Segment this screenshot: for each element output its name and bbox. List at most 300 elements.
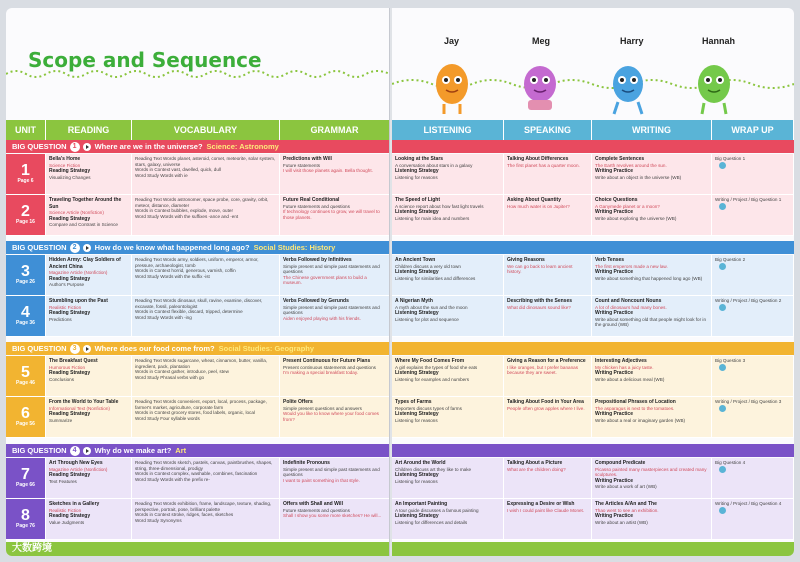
speaking-title: Talking About a Picture — [507, 460, 563, 466]
unit-page: Page 56 — [16, 421, 35, 428]
listening-description: A myth about the sun and the moon — [395, 304, 468, 310]
listening-description: Children discuss a very old town — [395, 263, 461, 269]
vocabulary-cell — [132, 195, 280, 235]
grammar-description: Simple present and simple past statements and questions — [283, 263, 380, 275]
writing-cell — [592, 458, 712, 498]
unit-row — [6, 195, 390, 236]
unit-row — [6, 499, 390, 540]
vocab-reading-text-words: Reading Text Words army, soldiers, uniform, emperor, armor, pressure, archaeologist, tomb — [135, 257, 259, 268]
grammar-cell — [280, 458, 390, 498]
reading-title: Art Through New Eyes — [49, 460, 103, 466]
reading-strategy: Conclusions — [49, 376, 75, 382]
big-question-label: BIG QUESTION — [12, 344, 67, 353]
reading-title: Sketches in a Gallery — [49, 501, 100, 507]
unit-number-cell — [6, 296, 46, 336]
listening-title: An Important Painting — [395, 501, 448, 507]
big-question-bar-right — [392, 342, 794, 355]
writing-practice-label: Writing Practice — [595, 513, 633, 520]
unit-page: Page 26 — [16, 279, 35, 286]
vocab-word-study: Word Study Phrasal verbs with go — [135, 374, 205, 380]
play-icon[interactable] — [719, 304, 726, 311]
wrap-up-cell — [712, 255, 794, 295]
wavy-divider — [6, 66, 390, 82]
listening-strategy: Listening for plot and sequence — [395, 316, 459, 322]
wrap-up-cell — [712, 195, 794, 235]
writing-cell — [592, 499, 712, 539]
big-question-label: BIG QUESTION — [12, 142, 67, 151]
grammar-description: Present continuous statements and questions — [283, 364, 376, 370]
writing-title: Verb Tenses — [595, 257, 625, 263]
header-vocabulary: VOCABULARY — [132, 120, 280, 140]
reading-strategy: Author's Purpose — [49, 282, 85, 288]
play-icon[interactable] — [719, 203, 726, 210]
wrap-up-cell — [712, 397, 794, 437]
writing-example: A Ganymede planet or a moon? — [595, 203, 660, 209]
vocab-words-in-context: Words in Context stroke, ridges, faces, sketches — [135, 512, 234, 518]
reading-strategy-label: Reading Strategy — [49, 370, 91, 377]
reading-strategy: Text Features — [49, 478, 77, 484]
grammar-cell — [280, 499, 390, 539]
reading-strategy-label: Reading Strategy — [49, 168, 91, 175]
grammar-example: I'm making a special breakfast today. — [283, 370, 359, 376]
listening-strategy: Listening for reasons — [395, 417, 438, 423]
unit-row — [6, 296, 390, 337]
unit-row — [6, 356, 390, 397]
vocabulary-cell — [132, 499, 280, 539]
character-name-meg: Meg — [532, 36, 550, 46]
big-question-label: BIG QUESTION — [12, 446, 67, 455]
listening-cell — [392, 499, 504, 539]
speaking-example: People often grow apples where I live. — [507, 405, 585, 411]
unit-number: 4 — [21, 304, 30, 322]
speaking-example: The first planet has a quarter moon. — [507, 162, 580, 168]
grammar-title: Verbs Followed by Infinitives — [283, 257, 352, 263]
reading-cell — [46, 499, 132, 539]
grammar-cell — [280, 296, 390, 336]
listening-cell — [392, 255, 504, 295]
grammar-title: Future Real Conditional — [283, 197, 340, 203]
speaking-title: Talking About Differences — [507, 156, 569, 162]
grammar-cell — [280, 397, 390, 437]
writing-title: Compound Predicate — [595, 460, 646, 466]
unit-number: 3 — [21, 263, 30, 281]
meg-character-icon — [524, 66, 556, 110]
reading-genre: Realistic Fiction — [49, 304, 82, 310]
unit-page: Page 6 — [17, 178, 34, 185]
writing-title: Choice Questions — [595, 197, 638, 203]
listening-strategy: Listening for main idea and numbers — [395, 215, 470, 221]
listening-title: Art Around the World — [395, 460, 446, 466]
reading-genre: Science Fiction — [49, 162, 81, 168]
left-header — [6, 120, 390, 140]
grammar-example: Would you like to know where your food comes from? — [283, 411, 379, 422]
play-icon[interactable] — [719, 507, 726, 514]
grammar-cell — [280, 255, 390, 295]
vocab-reading-text-words: Reading Text Words convenient, export, local, process, package, farmer's market, agriculture, corporate farm — [135, 399, 267, 410]
vocab-words-in-context: Words in Context horrid, generous, varnish, coffin — [135, 268, 236, 274]
listening-strategy: Listening for reasons — [395, 478, 438, 484]
writing-title: Interesting Adjectives — [595, 358, 647, 364]
writing-example: Thao went to see an exhibition. — [595, 507, 659, 513]
wrap-up-cell — [712, 296, 794, 336]
big-question-bar — [6, 444, 390, 457]
unit-number: 7 — [21, 466, 30, 484]
vocab-reading-text-words: Reading Text Words exhibition, frame, landscape, texture, shading, perspective, portrait, pose, brilliant palette — [135, 501, 272, 512]
unit-number-cell — [6, 154, 46, 194]
big-question-text: How do we know what happened long ago? — [94, 243, 250, 252]
big-question-text: Where does our food come from? — [94, 344, 215, 353]
vocab-words-in-context: Words in Context vast, dwelled, quick, dull — [135, 167, 221, 173]
grammar-description: Simple present and simple past statements and questions — [283, 304, 380, 316]
header-reading: READING — [46, 120, 132, 140]
listening-strategy-label: Listening Strategy — [395, 209, 439, 216]
vocab-word-study: Word Study Synonyms — [135, 517, 182, 523]
vocab-word-study: Word Study Words with the prefix re- — [135, 476, 210, 482]
reading-genre: Humorous Fiction — [49, 364, 85, 370]
listening-description: A science report about how fast light travels — [395, 203, 484, 209]
vocab-word-study: Word Study Words with the suffixes -ance and -ent — [135, 213, 239, 219]
listening-strategy-label: Listening Strategy — [395, 310, 439, 317]
vocab-word-study: Word Study Four syllable words — [135, 415, 200, 421]
writing-title: The Articles A/An and The — [595, 501, 657, 507]
vocab-words-in-context: Words in Context bubbles, explode, move, outer — [135, 208, 233, 214]
speaking-title: Talking About Food in Your Area — [507, 399, 584, 405]
writing-title: Complete Sentences — [595, 156, 645, 162]
big-question-subject: Social Studies: Geography — [218, 344, 315, 353]
reading-cell — [46, 195, 132, 235]
writing-title: Count and Noncount Nouns — [595, 298, 662, 304]
writing-cell — [592, 154, 712, 194]
vocab-word-study: Word Study Words with -ing — [135, 314, 192, 320]
writing-cell — [592, 195, 712, 235]
wrap-up-cell — [712, 499, 794, 539]
writing-cell — [592, 397, 712, 437]
reading-cell — [46, 458, 132, 498]
writing-example: The first emperors made a new law. — [595, 263, 668, 269]
right-header — [392, 120, 794, 140]
big-question-bar — [6, 140, 390, 153]
unit-number-cell — [6, 356, 46, 396]
reading-strategy: Compare and Contrast in Science — [49, 222, 118, 228]
writing-example: The Earth revolves around the sun. — [595, 162, 667, 168]
reading-title: From the World to Your Table — [49, 399, 119, 405]
reading-title: Bella's Home — [49, 156, 81, 162]
listening-strategy: Listening for examples and numbers — [395, 376, 470, 382]
grammar-description: Simple present questions and answers — [283, 405, 362, 411]
play-icon[interactable] — [83, 345, 91, 353]
unit-number: 5 — [21, 364, 30, 382]
grammar-title: Polite Offers — [283, 399, 313, 405]
grammar-title: Present Continuous for Future Plans — [283, 358, 371, 364]
unit-number-cell — [6, 499, 46, 539]
big-question-text: Why do we make art? — [94, 446, 172, 455]
listening-title: Where My Food Comes From — [395, 358, 465, 364]
unit-page: Page 76 — [16, 523, 35, 530]
wrap-up-cell — [712, 458, 794, 498]
reading-strategy-label: Reading Strategy — [49, 215, 91, 222]
unit-number: 1 — [21, 162, 30, 180]
speaking-cell — [504, 255, 592, 295]
big-question-subject: Science: Astronomy — [206, 142, 279, 151]
writing-practice: Write about an artist (WB) — [595, 519, 648, 525]
vocabulary-cell — [132, 397, 280, 437]
writing-example: Picasso painted many masterpieces and created many sculptures. — [595, 466, 707, 478]
speaking-example: What did dinosaurs sound like? — [507, 304, 571, 310]
listening-strategy-label: Listening Strategy — [395, 513, 439, 520]
left-page — [6, 8, 390, 556]
reading-genre: Informational Text (Nonfiction) — [49, 405, 110, 411]
header-grammar: GRAMMAR — [280, 120, 390, 140]
character-name-hannah: Hannah — [702, 36, 736, 46]
writing-cell — [592, 255, 712, 295]
big-question-text: Where are we in the universe? — [94, 142, 203, 151]
unit-row-right — [392, 255, 794, 296]
writing-practice: Write about a real or imaginary garden (WB) — [595, 417, 686, 423]
listening-title: Looking at the Stars — [395, 156, 444, 162]
listening-strategy: Listening for differences and details — [395, 519, 468, 525]
reading-genre: Magazine Article (Nonfiction) — [49, 270, 108, 276]
listening-strategy-label: Listening Strategy — [395, 269, 439, 276]
grammar-example: I will visit those planets again. Bella thought. — [283, 168, 373, 174]
wrap-up-text: Writing / Project / Big Question 2 — [715, 298, 782, 303]
vocabulary-cell — [132, 296, 280, 336]
speaking-title: Asking About Quantity — [507, 197, 561, 203]
unit-number: 2 — [21, 203, 30, 221]
unit-row-right — [392, 356, 794, 397]
listening-title: Types of Farms — [395, 399, 432, 405]
reading-genre: Magazine Article (Nonfiction) — [49, 466, 108, 472]
reading-strategy: Value Judgments — [49, 519, 85, 525]
grammar-example: I want to paint something in that style. — [283, 477, 360, 483]
unit-page: Page 36 — [16, 320, 35, 327]
speaking-title: Describing with the Senses — [507, 298, 573, 304]
writing-practice-label: Writing Practice — [595, 168, 633, 175]
unit-row — [6, 154, 390, 195]
big-question-bar-right — [392, 140, 794, 153]
unit-row-right — [392, 499, 794, 540]
speaking-example: What are the children doing? — [507, 466, 566, 472]
vocab-words-in-context: Words in Context flexible, discard, tripped, determine — [135, 309, 243, 315]
grammar-example: The Chinese government plans to build a museum. — [283, 274, 367, 286]
header-writing: WRITING — [592, 120, 712, 140]
grammar-description: Simple present and simple past statements and questions — [283, 466, 380, 478]
writing-example: The asparagus is next to the tomatoes. — [595, 405, 675, 411]
grammar-title: Indefinite Pronouns — [283, 460, 330, 466]
big-question-bar-right — [392, 241, 794, 254]
character-name-jay: Jay — [444, 36, 460, 46]
vocab-word-study: Word Study Words with ie — [135, 172, 188, 178]
wrap-up-text: Big Question 1 — [715, 156, 746, 161]
wrap-up-text: Big Question 2 — [715, 257, 746, 262]
left-footer — [6, 542, 390, 556]
wrap-up-text: Big Question 3 — [715, 358, 746, 363]
right-page — [392, 8, 794, 556]
reading-genre: Realistic Fiction — [49, 507, 82, 513]
reading-cell — [46, 397, 132, 437]
reading-title: The Breakfast Quest — [49, 358, 98, 364]
unit-page: Page 16 — [16, 219, 35, 226]
writing-practice-label: Writing Practice — [595, 411, 633, 418]
reading-title: Stumbling upon the Past — [49, 298, 108, 304]
grammar-description: Future statements and questions — [283, 203, 350, 209]
vocabulary-cell — [132, 255, 280, 295]
header-unit: UNIT — [6, 120, 46, 140]
speaking-example: How much water is on Jupiter? — [507, 203, 570, 209]
reading-strategy-label: Reading Strategy — [49, 411, 91, 418]
listening-description: Children discuss art they like to make — [395, 466, 472, 472]
header-listening: LISTENING — [392, 120, 504, 140]
unit-number-cell — [6, 195, 46, 235]
speaking-cell — [504, 397, 592, 437]
wrap-up-text: Writing / Project / Big Question 3 — [715, 399, 782, 404]
speaking-example: I wish I could paint like Claude Monet. — [507, 507, 585, 513]
speaking-title: Expressing a Desire or Wish — [507, 501, 575, 507]
writing-title: Prepositional Phrases of Location — [595, 399, 676, 405]
grammar-title: Offers with Shall and Will — [283, 501, 343, 507]
character-name-harry: Harry — [620, 36, 644, 46]
listening-strategy-label: Listening Strategy — [395, 370, 439, 377]
big-question-bar — [6, 342, 390, 355]
unit-number-cell — [6, 255, 46, 295]
writing-practice: Write about an object in the universe (WB) — [595, 174, 682, 180]
play-icon[interactable] — [719, 364, 726, 371]
unit-number: 6 — [21, 405, 30, 423]
listening-cell — [392, 154, 504, 194]
listening-description: A tour guide discusses a famous painting — [395, 507, 479, 513]
speaking-example: I like oranges, but I prefer bananas because they are sweet. — [507, 364, 578, 376]
header-wrap-up: WRAP UP — [712, 120, 794, 140]
unit-page: Page 66 — [16, 482, 35, 489]
listening-strategy-label: Listening Strategy — [395, 168, 439, 175]
speaking-cell — [504, 458, 592, 498]
writing-practice: Write about a delicious meal (WB) — [595, 376, 665, 382]
writing-practice: Write about something that happened long ago (WB) — [595, 275, 703, 281]
writing-practice: Write about a work of art (WB) — [595, 484, 657, 490]
reading-strategy: Visualizing Changes — [49, 174, 91, 180]
vocab-reading-text-words: Reading Text Words sketch, pastels, canvas, paintbrushes, shapes, string, three-dimensional, prodigy — [135, 460, 273, 471]
writing-practice: Write about exploring the universe (WB) — [595, 215, 677, 221]
listening-cell — [392, 397, 504, 437]
play-icon[interactable] — [83, 244, 91, 252]
reading-title: Hidden Army: Clay Soldiers of Ancient China — [49, 257, 121, 270]
wrap-up-text: Writing / Project / Big Question 1 — [715, 197, 782, 202]
reading-cell — [46, 296, 132, 336]
listening-description: A conversation about stars in a galaxy — [395, 162, 473, 168]
grammar-example: Aiden enjoyed playing with his friends. — [283, 315, 361, 321]
listening-title: The Speed of Light — [395, 197, 440, 203]
play-icon[interactable] — [719, 405, 726, 412]
speaking-cell — [504, 154, 592, 194]
grammar-title: Verbs Followed by Gerunds — [283, 298, 349, 304]
reading-strategy: Predictions — [49, 316, 72, 322]
speaking-cell — [504, 499, 592, 539]
unit-row — [6, 255, 390, 296]
play-icon[interactable] — [719, 162, 726, 169]
speaking-cell — [504, 356, 592, 396]
vocabulary-cell — [132, 356, 280, 396]
vocabulary-cell — [132, 458, 280, 498]
listening-title: A Nigerian Myth — [395, 298, 433, 304]
reading-cell — [46, 255, 132, 295]
unit-row-right — [392, 397, 794, 438]
watermark: 大数跨境 — [12, 543, 52, 554]
listening-title: An Ancient Town — [395, 257, 436, 263]
reading-genre: Science Article (Nonfiction) — [49, 210, 104, 216]
big-question-number: 2 — [70, 243, 80, 253]
writing-practice-label: Writing Practice — [595, 310, 633, 317]
vocab-words-in-context: Words in Context complex, washable, combines, fascination — [135, 471, 258, 477]
unit-page: Page 46 — [16, 380, 35, 387]
unit-row-right — [392, 458, 794, 499]
writing-cell — [592, 296, 712, 336]
speaking-example: We can go back to learn ancient history. — [507, 263, 573, 275]
listening-description: A girl explains the types of food she eats — [395, 364, 478, 370]
right-footer — [392, 542, 794, 556]
listening-description: Reporters discuss types of farms — [395, 405, 462, 411]
hannah-character-icon — [698, 65, 730, 114]
speaking-title: Giving Reasons — [507, 257, 545, 263]
grammar-description: Future statements and questions — [283, 507, 350, 513]
grammar-example: Shall I show you some more sketches? He will... — [283, 513, 382, 519]
unit-row — [6, 458, 390, 499]
wrap-up-text: Big Question 4 — [715, 460, 746, 465]
grammar-cell — [280, 154, 390, 194]
vocab-reading-text-words: Reading Text Words dinosaur, skull, ravine, examine, discover, excavate, fossil, paleontologist — [135, 298, 263, 309]
wrap-up-text: Writing / Project / Big Question 4 — [715, 501, 782, 506]
writing-cell — [592, 356, 712, 396]
reading-strategy-label: Reading Strategy — [49, 472, 91, 479]
unit-row-right — [392, 195, 794, 236]
big-question-bar-right — [392, 444, 794, 457]
vocab-reading-text-words: Reading Text Words sugarcane, wheat, cinnamon, butter, vanilla, ingredient, pack, plantation — [135, 358, 268, 369]
vocab-word-study: Word Study Words with the suffix -ist — [135, 273, 210, 279]
writing-example: A lot of dinosaurs had many bones. — [595, 304, 667, 310]
wrap-up-cell — [712, 154, 794, 194]
wrap-up-cell — [712, 356, 794, 396]
page-title: Scope and Sequence — [28, 48, 262, 72]
writing-practice-label: Writing Practice — [595, 209, 633, 216]
play-icon[interactable] — [83, 143, 91, 151]
grammar-cell — [280, 356, 390, 396]
unit-row-right — [392, 296, 794, 337]
speaking-cell — [504, 296, 592, 336]
play-icon[interactable] — [83, 447, 91, 455]
big-question-number: 4 — [70, 446, 80, 456]
unit-row — [6, 397, 390, 438]
vocabulary-cell — [132, 154, 280, 194]
writing-practice-label: Writing Practice — [595, 477, 633, 484]
reading-title: Traveling Together Around the Sun — [49, 197, 122, 210]
big-question-bar — [6, 241, 390, 254]
unit-number: 8 — [21, 507, 30, 525]
vocab-words-in-context: Words in Context gather, introduce, peel, stew — [135, 369, 229, 375]
writing-example: My chicken has a juicy taste. — [595, 364, 654, 370]
unit-row-right — [392, 154, 794, 195]
writing-practice-label: Writing Practice — [595, 370, 633, 377]
unit-number-cell — [6, 458, 46, 498]
grammar-description: Future statements — [283, 162, 321, 168]
reading-cell — [46, 356, 132, 396]
big-question-number: 1 — [70, 142, 80, 152]
play-icon[interactable] — [719, 263, 726, 270]
big-question-number: 3 — [70, 344, 80, 354]
reading-strategy-label: Reading Strategy — [49, 310, 91, 317]
listening-cell — [392, 356, 504, 396]
play-icon[interactable] — [719, 466, 726, 473]
grammar-example: If technology continues to grow, we will travel to those planets. — [283, 209, 380, 220]
listening-strategy: Listening for reasons — [395, 174, 438, 180]
writing-practice-label: Writing Practice — [595, 269, 633, 276]
